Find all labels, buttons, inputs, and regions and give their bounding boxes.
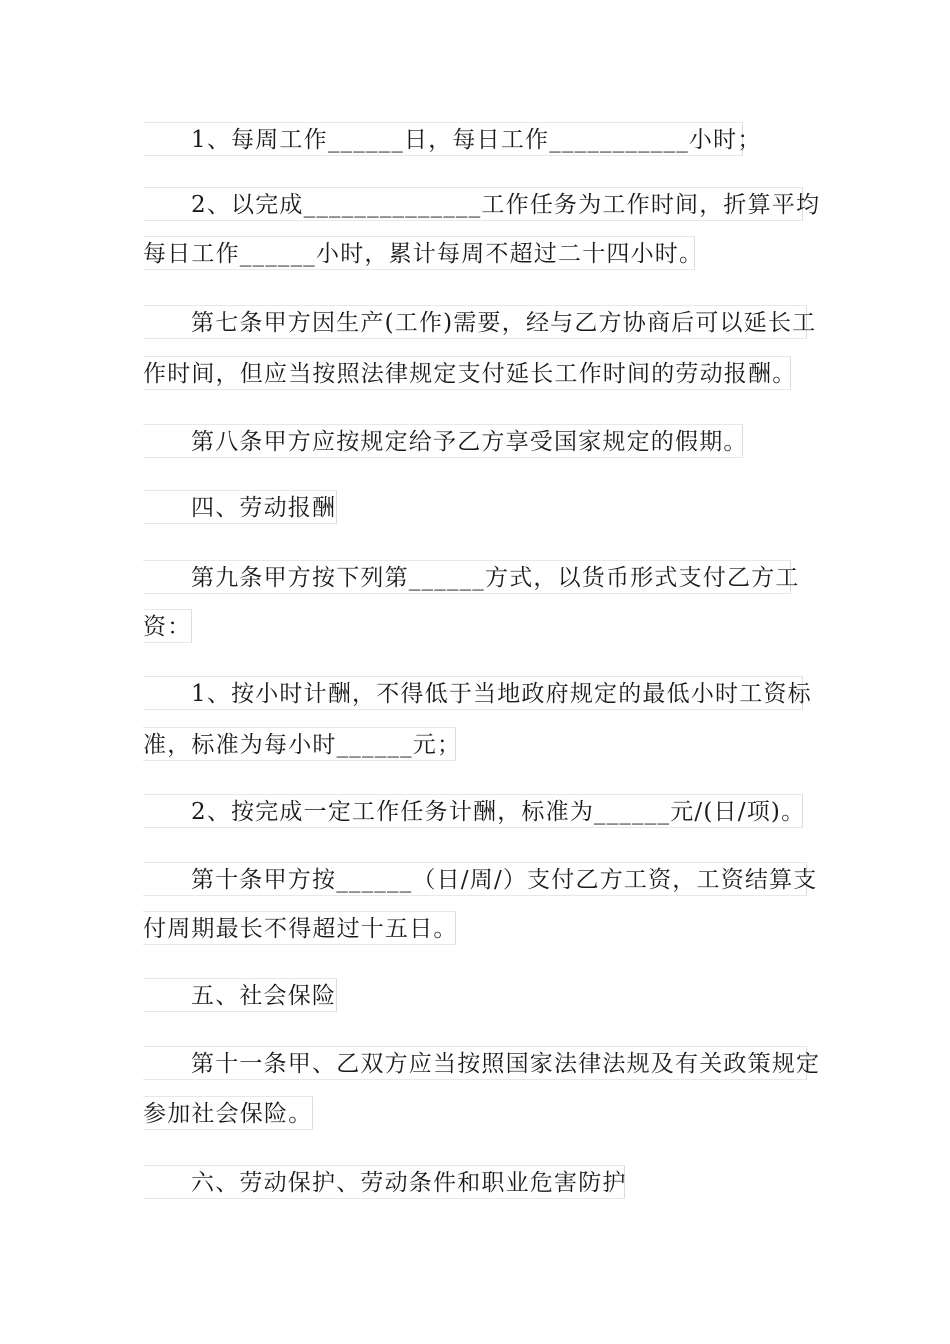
section-heading-remuneration: 四、劳动报酬 <box>143 490 337 524</box>
text-line: 准，标准为每小时______元； <box>143 727 456 761</box>
section-heading-social-insurance: 五、社会保险 <box>143 978 337 1012</box>
text-line: 2、按完成一定工作任务计酬，标准为______元/(日/项)。 <box>143 794 803 828</box>
article-7-line-1: 第七条甲方因生产(工作)需要，经与乙方协商后可以延长工 <box>143 305 807 339</box>
article-9-line-2: 资： <box>143 609 192 643</box>
text-line: 2、以完成______________工作任务为工作时间，折算平均 <box>143 187 803 221</box>
article-11-line-2: 参加社会保险。 <box>143 1096 313 1130</box>
article-9-line-1: 第九条甲方按下列第______方式，以货币形式支付乙方工 <box>143 560 791 594</box>
text-line: 1、按小时计酬，不得低于当地政府规定的最低小时工资标 <box>143 676 803 710</box>
section-heading-labor-protection: 六、劳动保护、劳动条件和职业危害防护 <box>143 1165 625 1199</box>
text-line: 1、每周工作______日，每日工作___________小时； <box>143 122 743 156</box>
article-7-line-2: 作时间，但应当按照法律规定支付延长工作时间的劳动报酬。 <box>143 356 791 390</box>
article-10-line-2: 付周期最长不得超过十五日。 <box>143 911 456 945</box>
article-8: 第八条甲方应按规定给予乙方享受国家规定的假期。 <box>143 424 743 458</box>
article-11-line-1: 第十一条甲、乙双方应当按照国家法律法规及有关政策规定 <box>143 1046 807 1080</box>
article-10-line-1: 第十条甲方按______（日/周/）支付乙方工资，工资结算支 <box>143 862 807 896</box>
text-line: 每日工作______小时，累计每周不超过二十四小时。 <box>143 236 695 270</box>
